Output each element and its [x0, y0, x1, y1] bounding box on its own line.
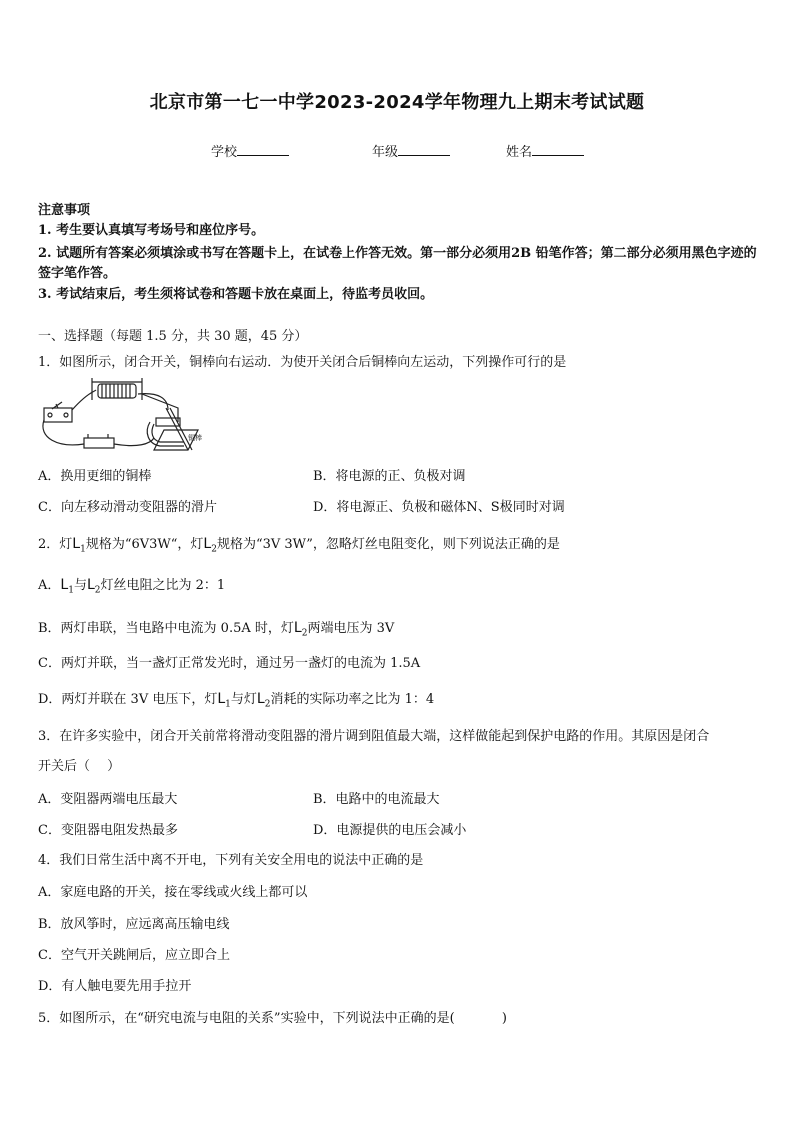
name-blank[interactable] [532, 143, 584, 156]
q2-d-end: 消耗的实际功率之比为 1：4 [270, 692, 435, 707]
grade-label: 年级 [372, 145, 399, 160]
q2-lamp-sub: 1 [68, 585, 74, 596]
q3-option-c[interactable]: C．变阻器电阻发热最多 [38, 823, 178, 838]
notice-heading: 注意事项 [38, 203, 91, 218]
q2-d-prefix: D．两灯并联在 3V 电压下，灯 [38, 692, 218, 707]
q2-option-c[interactable]: C．两灯并联，当一盏灯正常发光时，通过另一盏灯的电流为 1.5A [38, 656, 421, 671]
q2-lamp-sub: 2 [301, 628, 308, 639]
q1-option-c[interactable]: C．向左移动滑动变阻器的滑片 [38, 500, 217, 515]
q2-a-prefix: A． [38, 578, 61, 593]
q1-figure-label: 铜棒 [188, 434, 202, 442]
q3-option-b[interactable]: B．电路中的电流最大 [313, 792, 440, 807]
q2-option-b[interactable] [38, 619, 394, 643]
q2-lamp-sub: 1 [225, 699, 231, 710]
q2-lamp-symbol: L [86, 577, 95, 593]
q2-d-mid: 与灯 [230, 692, 257, 707]
page-title: 北京市第一七一中学2023-2024学年物理九上期末考试试题 [149, 92, 645, 113]
q2-stem-part-1: 2．灯 [38, 537, 73, 552]
q2-a-end: 灯丝电阻之比为 2：1 [100, 578, 226, 593]
q2-lamp-sub: 2 [264, 699, 271, 710]
q2-stem-part-2: 规格为“6V3W“，灯 [85, 537, 204, 552]
q4-stem: 4．我们日常生活中离不开电，下列有关安全用电的说法中正确的是 [38, 853, 424, 868]
q2-lamp-symbol: L [60, 577, 69, 593]
q5-stem: 5．如图所示，在“研究电流与电阻的关系”实验中，下列说法中正确的是( ) [38, 1011, 507, 1026]
q3-option-a[interactable]: A．变阻器两端电压最大 [38, 792, 178, 807]
q2-stem-part-3: 规格为“3V 3W”，忽略灯丝电阻变化，则下列说法正确的是 [216, 537, 560, 552]
q2-lamp-symbol: L [217, 691, 226, 707]
q1-option-a[interactable]: A．换用更细的铜棒 [38, 469, 152, 484]
q2-a-mid: 与 [73, 578, 87, 593]
q1-option-d[interactable]: D．将电源正、负极和磁体N、S极同时对调 [313, 500, 565, 515]
q4-option-a[interactable]: A．家庭电路的开关，接在零线或火线上都可以 [38, 885, 308, 900]
q2-lamp-sub: 2 [211, 544, 217, 555]
q2-option-d[interactable] [38, 690, 434, 714]
school-field[interactable] [211, 141, 289, 160]
q2-lamp-sub: 1 [80, 544, 86, 555]
q4-option-c[interactable]: C．空气开关跳闸后，应立即合上 [38, 948, 230, 963]
q2-b-end: 两端电压为 3V [307, 621, 395, 636]
grade-blank[interactable] [398, 143, 450, 156]
notice-item-2: 2. 试题所有答案必须填涂或书写在答题卡上，在试卷上作答无效。第一部分必须用2B 铅笔作答；第二部分必须用黑色字迹的签字笔作答。 [38, 246, 757, 281]
q1-stem: 1．如图所示，闭合开关，铜棒向右运动．为使开关闭合后铜棒向左运动，下列操作可行的是 [38, 355, 567, 370]
q2-lamp-sub: 2 [94, 585, 101, 596]
q4-option-b[interactable]: B．放风筝时，应远离高压输电线 [38, 917, 230, 932]
notice-item-1: 1. 考生要认真填写考场号和座位序号。 [38, 223, 265, 238]
q1-option-b[interactable]: B．将电源的正、负极对调 [313, 469, 466, 484]
q3-option-d[interactable]: D．电源提供的电压会减小 [313, 823, 467, 838]
q2-lamp-symbol: L [72, 536, 81, 552]
q2-lamp-symbol: L [256, 691, 265, 707]
q4-option-d[interactable]: D．有人触电要先用手拉开 [38, 979, 192, 994]
q1-circuit-figure [38, 378, 208, 458]
grade-field[interactable] [372, 141, 450, 160]
q3-stem-line-1: 3．在许多实验中，闭合开关前常将滑动变阻器的滑片调到阻值最大端，这样做能起到保护电路的作用。其原因是闭合 [38, 729, 710, 744]
school-blank[interactable] [237, 143, 289, 156]
q2-b-prefix: B．两灯串联，当电路中电流为 0.5A 时，灯 [38, 621, 294, 636]
q3-stem-line-2: 开关后（ ） [38, 759, 121, 774]
q2-stem [38, 535, 560, 559]
q2-option-a[interactable] [38, 576, 225, 600]
name-field[interactable] [506, 141, 584, 160]
q2-lamp-symbol: L [203, 536, 212, 552]
name-label: 姓名 [506, 145, 533, 160]
q2-lamp-symbol: L [293, 620, 302, 636]
notice-item-3: 3. 考试结束后，考生须将试卷和答题卡放在桌面上，待监考员收回。 [38, 287, 434, 302]
school-label: 学校 [211, 145, 238, 160]
section-heading: 一、选择题（每题 1.5 分，共 30 题，45 分） [38, 329, 308, 344]
